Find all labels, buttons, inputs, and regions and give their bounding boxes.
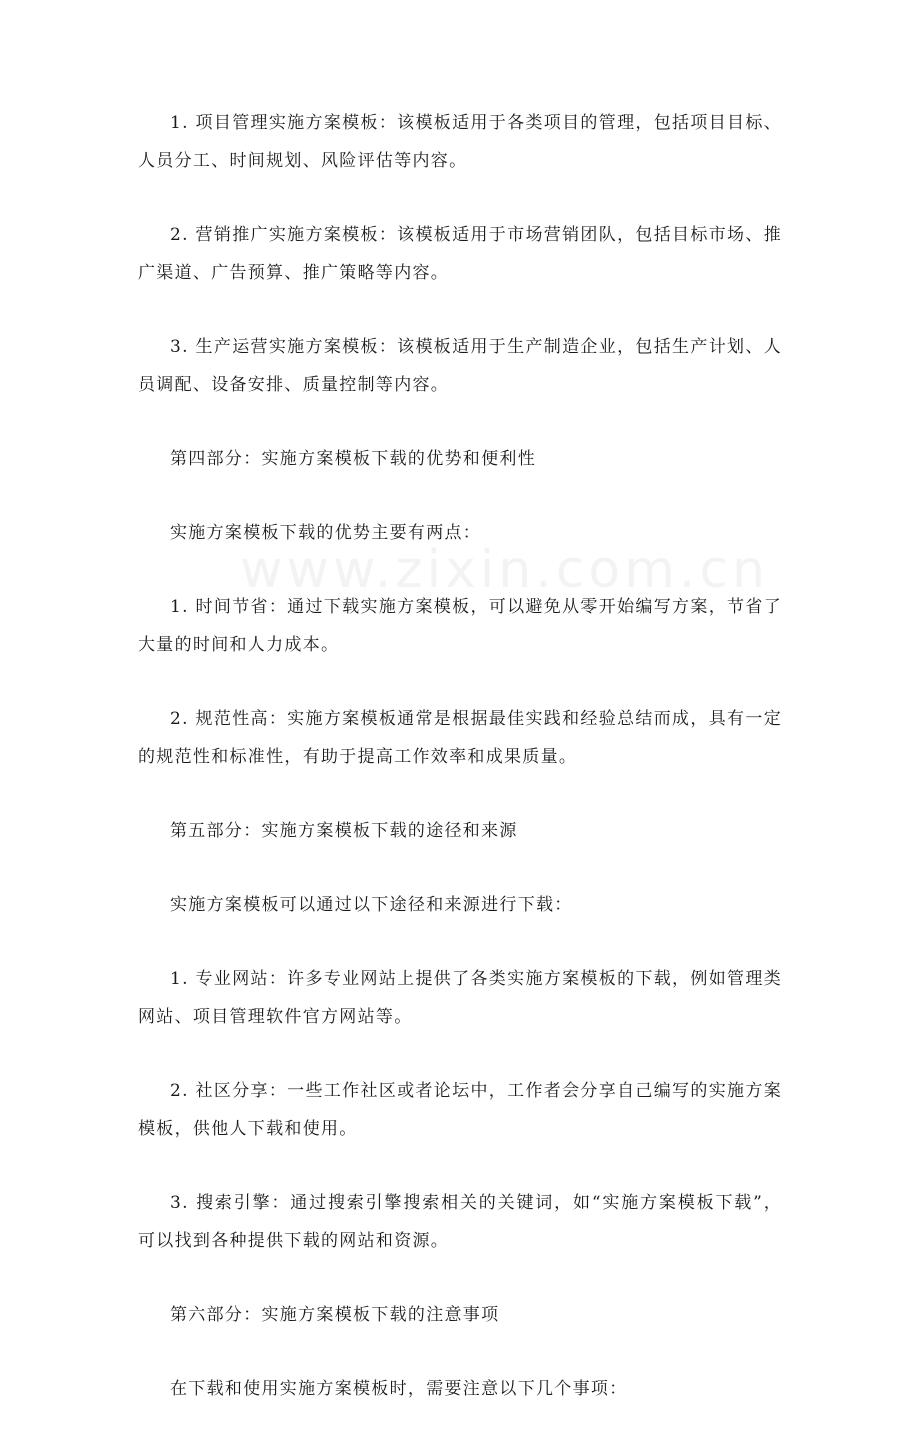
paragraph-advantages-intro: 实施方案模板下载的优势主要有两点： — [170, 523, 482, 543]
paragraph-source-community: 2. 社区分享：一些工作社区或者论坛中，工作者会分享自己编写的实施方案模板，供他人下载和使用。 — [138, 1081, 782, 1139]
paragraph-advantage-time: 1. 时间节省：通过下载实施方案模板，可以避免从零开始编写方案，节省了大量的时间和人力成本。 — [138, 597, 782, 655]
section-heading-part-six: 第六部分：实施方案模板下载的注意事项 — [170, 1305, 500, 1325]
paragraph-template-marketing: 2. 营销推广实施方案模板：该模板适用于市场营销团队，包括目标市场、推广渠道、广告预算、推广策略等内容。 — [138, 225, 782, 283]
watermark: www.zixin.com.cn — [240, 540, 769, 600]
paragraph-template-production: 3. 生产运营实施方案模板：该模板适用于生产制造企业，包括生产计划、人员调配、设备安排、质量控制等内容。 — [138, 337, 782, 395]
paragraph-source-websites: 1. 专业网站：许多专业网站上提供了各类实施方案模板的下载，例如管理类网站、项目管理软件官方网站等。 — [138, 969, 782, 1027]
paragraph-source-search-engine: 3. 搜索引擎：通过搜索引擎搜索相关的关键词，如“实施方案模板下载”，可以找到各种提供下载的网站和资源。 — [138, 1193, 782, 1251]
paragraph-notes-intro: 在下载和使用实施方案模板时，需要注意以下几个事项： — [170, 1379, 628, 1399]
document-body — [138, 104, 782, 1444]
section-heading-part-five: 第五部分：实施方案模板下载的途径和来源 — [170, 821, 518, 841]
section-heading-part-four: 第四部分：实施方案模板下载的优势和便利性 — [170, 449, 536, 469]
paragraph-sources-intro: 实施方案模板可以通过以下途径和来源进行下载： — [170, 895, 573, 915]
paragraph-template-project-management: 1. 项目管理实施方案模板：该模板适用于各类项目的管理，包括项目目标、人员分工、时间规划、风险评估等内容。 — [138, 113, 782, 171]
paragraph-advantage-standard: 2. 规范性高：实施方案模板通常是根据最佳实践和经验总结而成，具有一定的规范性和标准性，有助于提高工作效率和成果质量。 — [138, 709, 782, 767]
